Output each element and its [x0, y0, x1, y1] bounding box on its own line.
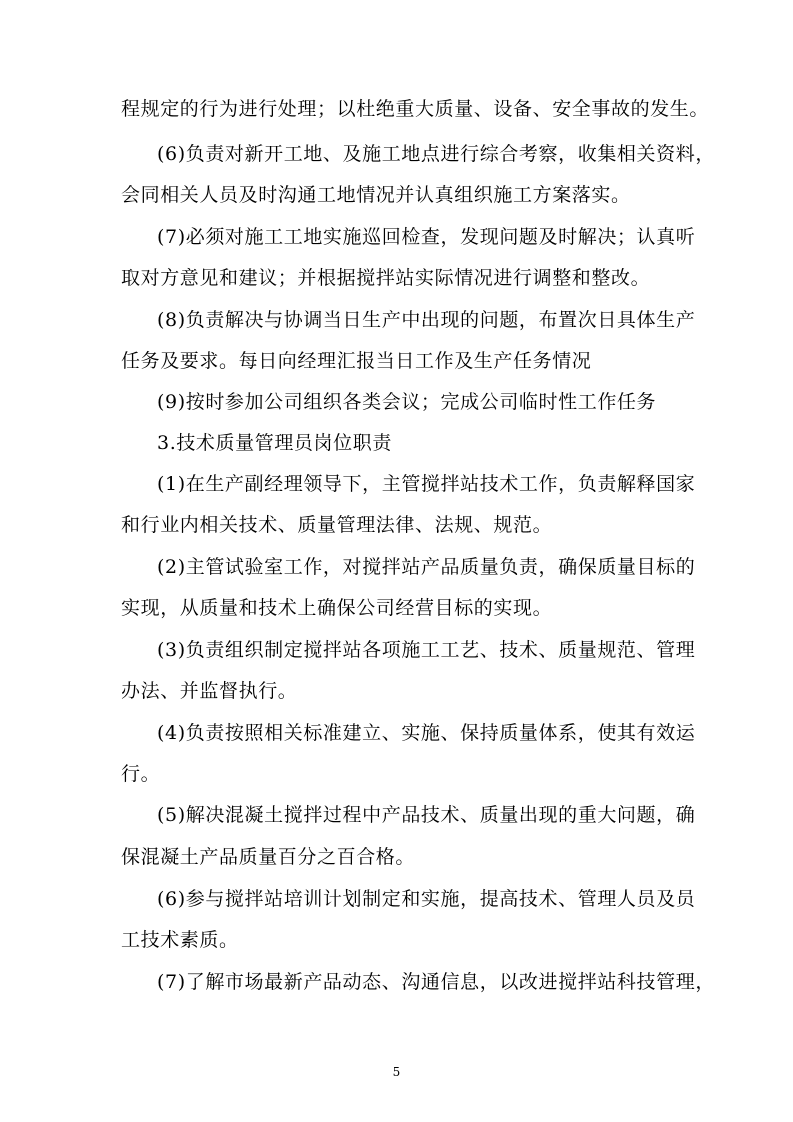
text-line: 会同相关人员及时沟通工地情况并认真组织施工方案落实。 — [121, 184, 631, 206]
text-line: (7)了解市场最新产品动态、沟通信息，以改进搅拌站科技管理， — [157, 971, 715, 993]
page-number: 5 — [392, 1065, 401, 1079]
text-line: (6)参与搅拌站培训计划制定和实施，提高技术、管理人员及员 — [157, 888, 696, 910]
text-line: (7)必须对施工工地实施巡回检查，发现问题及时解决；认真听 — [157, 226, 696, 248]
text-line: 和行业内相关技术、质量管理法律、法规、规范。 — [121, 514, 553, 536]
text-line: (4)负责按照相关标准建立、实施、保持质量体系，使其有效运 — [157, 722, 696, 744]
text-line: (3)负责组织制定搅拌站各项施工工艺、技术、质量规范、管理 — [157, 639, 696, 661]
text-line: (6)负责对新开工地、及施工地点进行综合考察，收集相关资料， — [157, 143, 715, 165]
text-line: (8)负责解决与协调当日生产中出现的问题，布置次日具体生产 — [157, 309, 696, 331]
text-line: 取对方意见和建议；并根据搅拌站实际情况进行调整和整改。 — [121, 267, 651, 289]
text-line: (1)在生产副经理领导下，主管搅拌站技术工作，负责解释国家 — [157, 473, 696, 495]
text-line: 办法、并监督执行。 — [121, 680, 298, 702]
section-heading: 3.技术质量管理员岗位职责 — [157, 432, 392, 454]
text-line: 保混凝土产品质量百分之百合格。 — [121, 846, 416, 868]
text-line: 任务及要求。每日向经理汇报当日工作及生产任务情况 — [121, 350, 592, 372]
text-line: 行。 — [121, 763, 161, 785]
text-line: (9)按时参加公司组织各类会议；完成公司临时性工作任务 — [157, 391, 657, 413]
text-line: 实现，从质量和技术上确保公司经营目标的实现。 — [121, 597, 553, 619]
text-line: 程规定的行为进行处理；以杜绝重大质量、设备、安全事故的发生。 — [121, 98, 710, 120]
text-line: (2)主管试验室工作，对搅拌站产品质量负责，确保质量目标的 — [157, 556, 696, 578]
text-line: (5)解决混凝土搅拌过程中产品技术、质量出现的重大问题，确 — [157, 804, 696, 826]
text-line: 工技术素质。 — [121, 929, 239, 951]
